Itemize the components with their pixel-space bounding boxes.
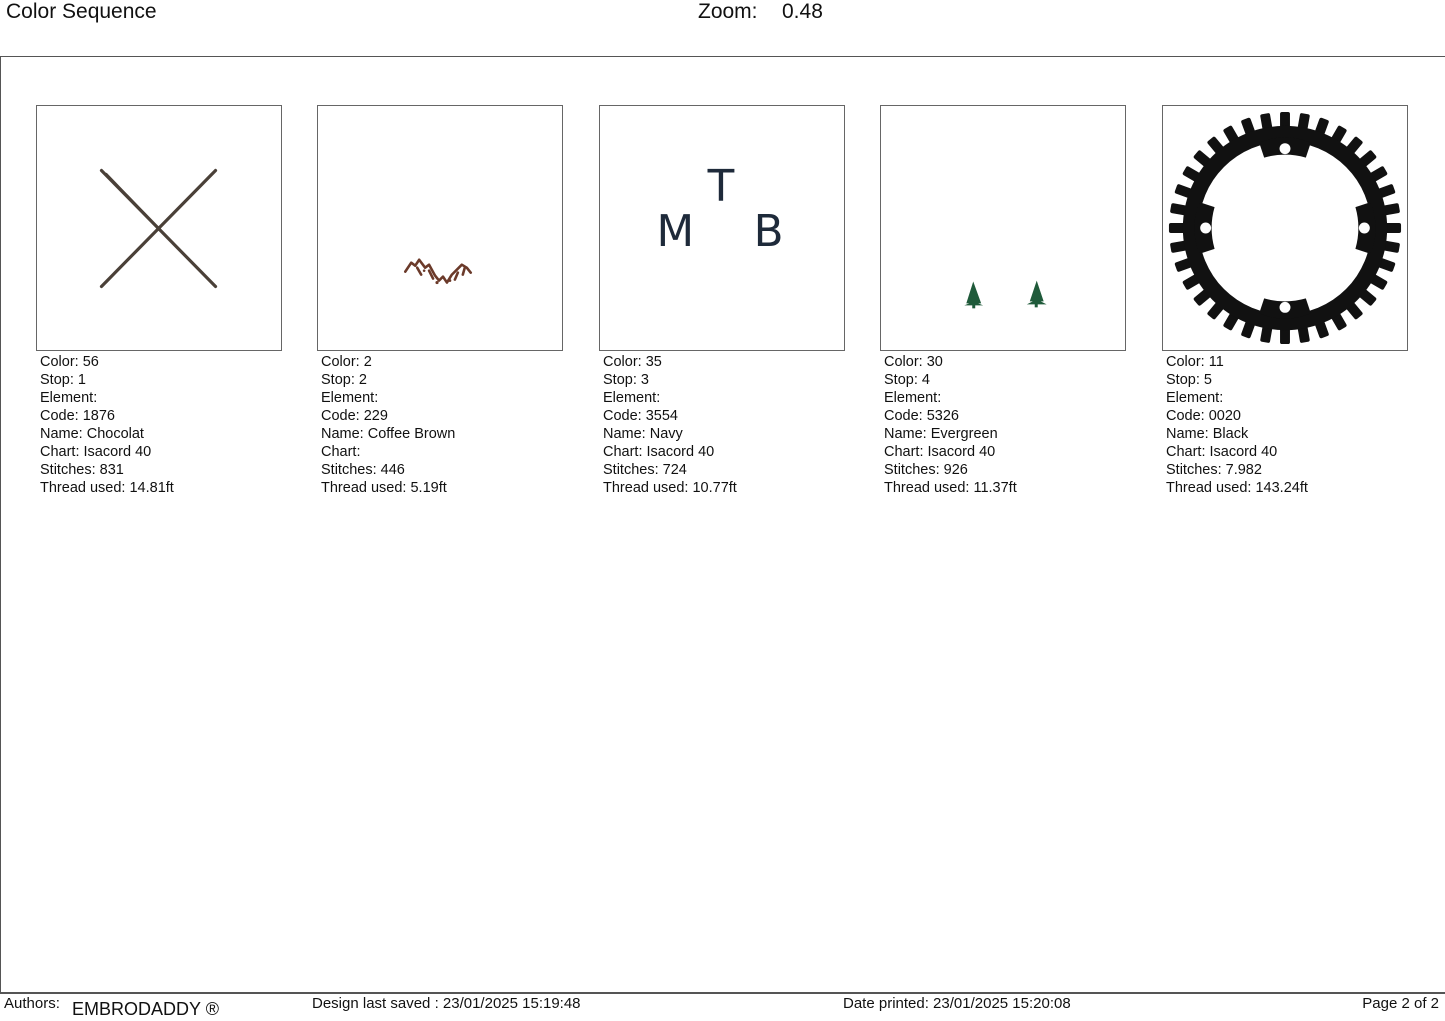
thread-code: Code: 0020: [1166, 408, 1241, 424]
stop-3-info: [603, 353, 737, 497]
zoom-value: 0.48: [782, 0, 823, 23]
stop-number: Stop: 2: [321, 372, 367, 388]
date-printed: Date printed: 23/01/2025 15:20:08: [843, 995, 1071, 1012]
authors-label: Authors:: [4, 995, 60, 1012]
thread-chart: Chart: Isacord 40: [603, 444, 715, 460]
brand-name: EMBRODADDY ®: [72, 999, 219, 1019]
thread-used: Thread used: 11.37ft: [884, 480, 1017, 496]
element-label: Element:: [40, 390, 98, 406]
page-number: Page 2 of 2: [1362, 995, 1439, 1012]
stitch-count: Stitches: 7.982: [1166, 462, 1262, 478]
stop-number: Stop: 4: [884, 372, 930, 388]
stitch-count: Stitches: 831: [40, 462, 124, 478]
thread-code: Code: 3554: [603, 408, 678, 424]
thread-code: Code: 1876: [40, 408, 115, 424]
letter-m: M: [656, 205, 695, 257]
stop-4-info: [884, 353, 1017, 497]
stop-number: Stop: 1: [40, 372, 86, 388]
stop-1-info: [40, 353, 174, 497]
thread-chart: Chart:: [321, 444, 361, 460]
crossed-lines-icon: [37, 106, 281, 350]
thread-name: Name: Black: [1166, 426, 1249, 442]
thread-chart: Chart: Isacord 40: [1166, 444, 1278, 460]
thread-chart: Chart: Isacord 40: [884, 444, 996, 460]
color-number: Color: 2: [321, 354, 372, 370]
stop-2-info: [321, 353, 455, 497]
element-label: Element:: [603, 390, 661, 406]
letter-t: T: [707, 161, 735, 213]
stop-number: Stop: 3: [603, 372, 649, 388]
color-number: Color: 35: [603, 354, 662, 370]
thread-name: Name: Navy: [603, 426, 683, 442]
stitch-count: Stitches: 446: [321, 462, 405, 478]
zoom-label: Zoom:: [698, 0, 758, 23]
stop-5-info: [1166, 353, 1308, 497]
thread-name: Name: Chocolat: [40, 426, 144, 442]
element-label: Element:: [1166, 390, 1224, 406]
design-last-saved: Design last saved : 23/01/2025 15:19:48: [312, 995, 581, 1012]
stop-3-preview: [599, 105, 845, 351]
report-title: Color Sequence: [6, 0, 157, 23]
color-number: Color: 30: [884, 354, 943, 370]
stop-2-preview: [317, 105, 563, 351]
thread-chart: Chart: Isacord 40: [40, 444, 152, 460]
stop-1-preview: [36, 105, 282, 351]
element-label: Element:: [884, 390, 942, 406]
thread-code: Code: 5326: [884, 408, 959, 424]
mtb-letters-icon: [600, 106, 844, 350]
thread-code: Code: 229: [321, 408, 388, 424]
color-number: Color: 11: [1166, 354, 1224, 370]
letter-b: B: [753, 205, 784, 257]
thread-used: Thread used: 143.24ft: [1166, 480, 1308, 496]
pine-trees-icon: [881, 106, 1125, 350]
color-number: Color: 56: [40, 354, 99, 370]
stop-number: Stop: 5: [1166, 372, 1212, 388]
thread-used: Thread used: 14.81ft: [40, 480, 174, 496]
stop-4-preview: [880, 105, 1126, 351]
stitch-count: Stitches: 926: [884, 462, 968, 478]
element-label: Element:: [321, 390, 379, 406]
thread-name: Name: Evergreen: [884, 426, 998, 442]
thread-name: Name: Coffee Brown: [321, 426, 456, 442]
stop-5-preview: [1162, 105, 1408, 351]
footer-divider: [0, 993, 1445, 994]
chainring-icon: [1163, 106, 1407, 350]
mountain-ridge-icon: [318, 106, 562, 350]
thread-used: Thread used: 10.77ft: [603, 480, 737, 496]
stitch-count: Stitches: 724: [603, 462, 687, 478]
thread-used: Thread used: 5.19ft: [321, 480, 447, 496]
